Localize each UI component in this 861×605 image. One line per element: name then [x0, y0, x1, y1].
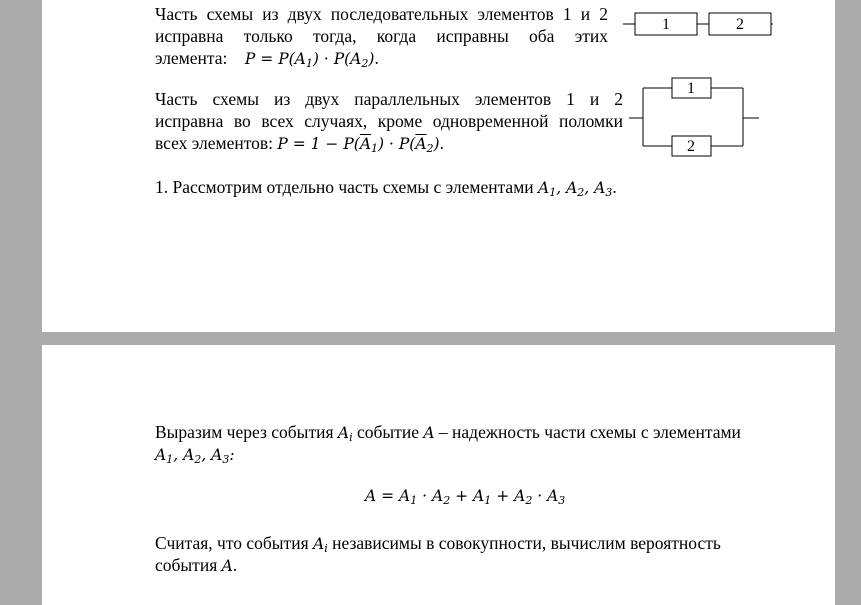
parallel-circuit-diagram — [629, 73, 775, 159]
parallel-formula: $P = 1 - P(\overline{A}_1) \cdot P(\overline{A}_2)$ — [277, 135, 440, 155]
var-ai-2: $A_i$ — [313, 535, 328, 555]
series-formula: $P = P(A_1) \cdot P(A_2)$ — [244, 50, 375, 70]
series-element-2-label: 2 — [736, 16, 744, 33]
var-ai: $A_i$ — [337, 424, 353, 444]
series-text-line3: элемента: $P = P(A_1) \cdot P(A_2)$. — [155, 48, 379, 70]
independence-line1: Считая, что события $A_i$ независимы в совокупности, вычислим вероятность — [155, 533, 721, 555]
series-element-1-label: 1 — [662, 16, 670, 33]
parallel-text-line3: всех элементов: $P = 1 - P(\overline{A}_1) \cdot P(\overline{A}_2)$. — [155, 133, 444, 155]
series-circuit-diagram — [623, 10, 773, 40]
parallel-text-line2: исправна во всех случаях, кроме одновременной поломки — [155, 111, 623, 131]
independence-line2: события A. — [155, 555, 238, 575]
series-text-line1: Часть схемы из двух последовательных элементов 1 и 2 — [155, 4, 608, 24]
step1-text: 1. Рассмотрим отдельно часть схемы с элементами — [155, 177, 539, 197]
express-line2: $A_1$, $A_2$, $A_3$: — [155, 446, 235, 466]
reliability-equation: $A = A_1 \cdot A_2 + A_1 + A_2 \cdot A_3$ — [365, 487, 566, 507]
series-line3-prefix: элемента: — [155, 48, 228, 68]
step1-vars: $A_1$, $A_2$, $A_3$ — [538, 179, 613, 199]
document-page-2 — [42, 345, 835, 605]
step1-paragraph: 1. Рассмотрим отдельно часть схемы с элементами $A_1$, $A_2$, $A_3$. — [155, 177, 617, 199]
parallel-element-2-label: 2 — [687, 138, 695, 155]
express-line1: Выразим через события $A_i$ событие A – надежность части схемы с элементами — [155, 422, 741, 444]
document-page-1 — [42, 0, 835, 332]
parallel-text-line1: Часть схемы из двух параллельных элементов 1 и 2 — [155, 89, 623, 109]
parallel-line3-prefix: всех элементов: — [155, 133, 273, 153]
series-text-line2: исправна только тогда, когда исправны оба этих — [155, 26, 608, 46]
parallel-element-1-label: 1 — [687, 80, 695, 97]
